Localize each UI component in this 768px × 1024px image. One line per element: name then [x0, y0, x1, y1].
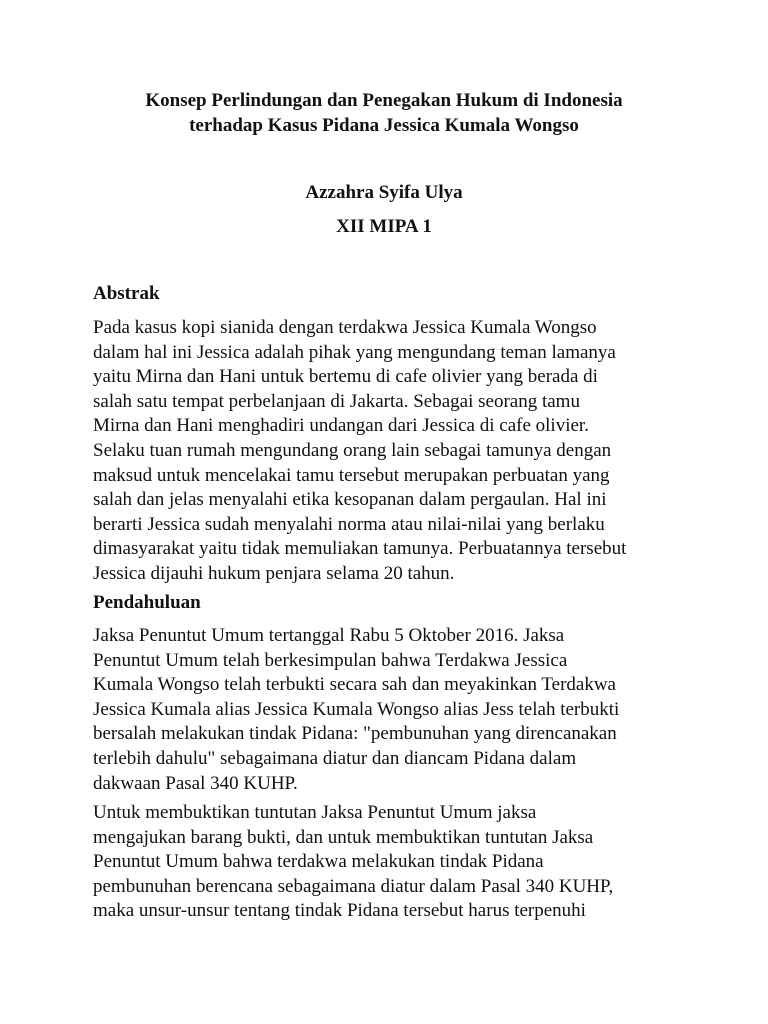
paragraph-line: Jaksa Penuntut Umum tertanggal Rabu 5 Oktober 2016. Jaksa	[93, 625, 565, 646]
paragraph-line: Selaku tuan rumah mengundang orang lain sebagai tamunya dengan	[93, 439, 612, 461]
paragraph-line: Penuntut Umum bahwa terdakwa melakukan tindak Pidana	[93, 851, 544, 873]
class-label: XII MIPA 1	[336, 216, 432, 237]
paragraph-line: dakwaan Pasal 340 KUHP.	[93, 772, 298, 794]
paragraph-line: yaitu Mirna dan Hani untuk bertemu di cafe olivier yang berada di	[93, 366, 598, 388]
paragraph-line: Pada kasus kopi sianida dengan terdakwa Jessica Kumala Wongso	[93, 317, 597, 338]
paragraph-line: maka unsur-unsur tentang tindak Pidana tersebut harus terpenuhi	[93, 900, 586, 922]
paragraph-line: Untuk membuktikan tuntutan Jaksa Penuntut Umum jaksa	[93, 802, 537, 823]
paragraph-line: salah dan jelas menyalahi etika kesopanan dalam pergaulan. Hal ini	[93, 489, 607, 511]
section-heading-pendahuluan: Pendahuluan	[93, 592, 201, 613]
paragraph-line: Jessica Kumala alias Jessica Kumala Wongso alias Jess telah terbukti	[93, 698, 620, 720]
paragraph-line: maksud untuk mencelakai tamu tersebut merupakan perbuatan yang	[93, 464, 610, 486]
section-heading-abstrak: Abstrak	[93, 283, 160, 304]
paragraph-line: terlebih dahulu" sebagaimana diatur dan diancam Pidana dalam	[93, 747, 577, 769]
paragraph-line: bersalah melakukan tindak Pidana: "pembunuhan yang direncanakan	[93, 723, 617, 745]
introduction-paragraph-2	[93, 801, 693, 924]
paragraph-line: Kumala Wongso telah terbukti secara sah dan meyakinkan Terdakwa	[93, 674, 616, 696]
abstract-paragraph	[93, 316, 693, 587]
author-name: Azzahra Syifa Ulya	[305, 182, 463, 203]
paragraph-line: mengajukan barang bukti, dan untuk membuktikan tuntutan Jaksa	[93, 826, 594, 848]
paragraph-line: dimasyarakat yaitu tidak memuliakan tamunya. Perbuatannya tersebut	[93, 538, 627, 560]
introduction-paragraph-1	[93, 624, 693, 796]
document-title-line-1: Konsep Perlindungan dan Penegakan Hukum di Indonesia	[145, 90, 623, 111]
paragraph-line: salah satu tempat perbelanjaan di Jakarta. Sebagai seorang tamu	[93, 390, 580, 412]
paragraph-line: Mirna dan Hani menghadiri undangan dari Jessica di cafe olivier.	[93, 415, 589, 437]
document-title-line-2: terhadap Kasus Pidana Jessica Kumala Wongso	[189, 115, 579, 136]
paragraph-line: berarti Jessica sudah menyalahi norma atau nilai-nilai yang berlaku	[93, 513, 605, 535]
paragraph-line: Penuntut Umum telah berkesimpulan bahwa Terdakwa Jessica	[93, 649, 568, 671]
paragraph-line: dalam hal ini Jessica adalah pihak yang mengundang teman lamanya	[93, 341, 616, 363]
paragraph-line: Jessica dijauhi hukum penjara selama 20 tahun.	[93, 562, 455, 584]
paragraph-line: pembunuhan berencana sebagaimana diatur dalam Pasal 340 KUHP,	[93, 875, 614, 897]
